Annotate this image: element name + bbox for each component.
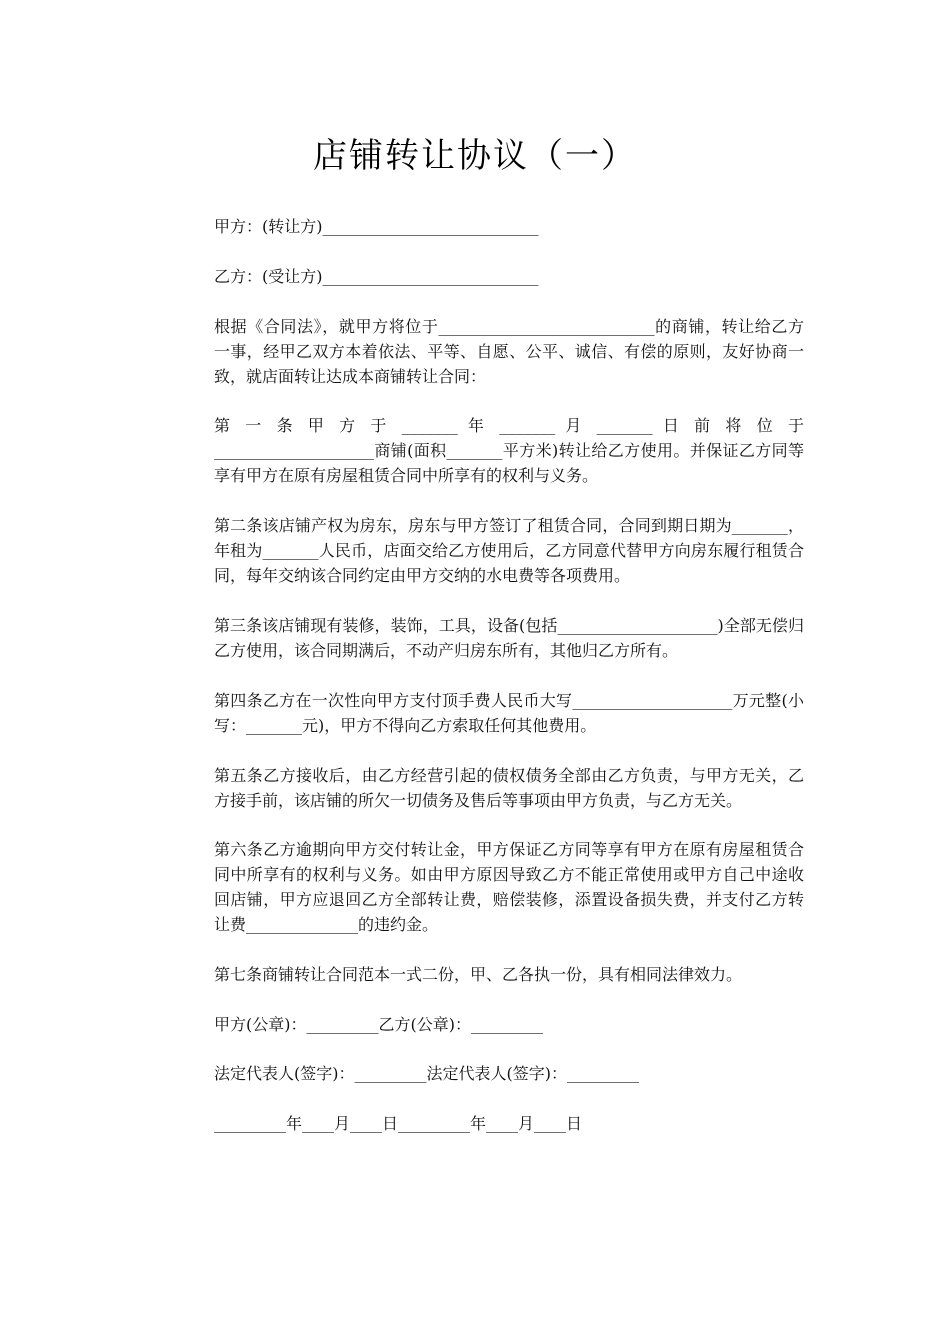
preamble-paragraph: 根据《合同法》，就甲方将位于___________________________的商铺，转让给乙方一事，经甲乙双方本着依法、平等、自愿、公平、诚信、有偿的原则，友好协商一致，就店面转让达成本商铺转让合同： [214, 317, 804, 386]
seal-line: 甲方(公章)：_________乙方(公章)：_________ [214, 1015, 543, 1034]
article-7: 第七条商铺转让合同范本一式二份，甲、乙各执一份，具有相同法律效力。 [214, 965, 743, 984]
document-title: 店铺转让协议（一） [313, 136, 637, 176]
article-1: 第 一 条 甲 方 于 _______ 年 _______ 月 _______ 日 前 将 位 于 ____________________商铺(面积_______平方米)转让给乙方使用。并保证乙方同等享有甲方在原有房屋租赁合同中所享有的权利与义务。 [214, 416, 804, 485]
article-5: 第五条乙方接收后，由乙方经营引起的债权债务全部由乙方负责，与甲方无关，乙方接手前，该店铺的所欠一切债务及售后等事项由甲方负责，与乙方无关。 [214, 766, 804, 810]
article-3: 第三条该店铺现有装修，装饰，工具，设备(包括____________________)全部无偿归乙方使用，该合同期满后，不动产归房东所有，其他归乙方所有。 [214, 616, 804, 660]
date-line: _________年____月____日_________年____月____日 [214, 1114, 583, 1133]
article-6: 第六条乙方逾期向甲方交付转让金，甲方保证乙方同等享有甲方在原有房屋租赁合同中所享有的权利与义务。如由甲方原因导致乙方不能正常使用或甲方自己中途收回店铺，甲方应退回乙方全部转让费，赔偿装修，添置设备损失费，并支付乙方转让费______________的违约金。 [214, 840, 804, 934]
party-a-line: 甲方：(转让方)___________________________ [214, 217, 539, 236]
representative-line: 法定代表人(签字)：_________法定代表人(签字)：_________ [214, 1064, 639, 1083]
party-b-line: 乙方：(受让方)___________________________ [214, 267, 539, 286]
article-2: 第二条该店铺产权为房东，房东与甲方签订了租赁合同，合同到期日期为_______，年租为_______人民币，店面交给乙方使用后，乙方同意代替甲方向房东履行租赁合同，每年交纳该合同约定由甲方交纳的水电费等各项费用。 [214, 516, 804, 585]
article-4: 第四条乙方在一次性向甲方支付顶手费人民币大写____________________万元整(小写：_______元)，甲方不得向乙方索取任何其他费用。 [214, 691, 804, 735]
